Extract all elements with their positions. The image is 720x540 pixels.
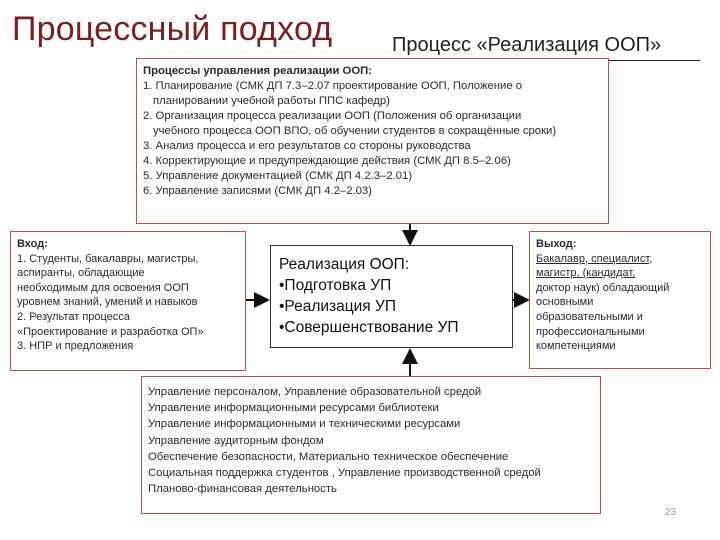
output-line: доктор наук) обладающий [536,281,670,294]
output-line: профессиональными [536,325,645,338]
resource-line: Управление аудиторным фондом [148,434,324,447]
core-process-item: •Совершенствование УП [279,319,459,336]
management-line: планировании учебной работы ППС кафедр) [153,95,390,107]
page-number: 23 [664,507,676,518]
output-line: основными [536,296,594,309]
resource-line: Обеспечение безопасности, Материально техническое обеспечение [148,450,509,463]
management-line: 6. Управление записями (СМК ДП 4.2–2.03) [143,185,372,197]
management-line: 3. Анализ процесса и его результатов со стороны руководства [143,140,471,152]
management-line: 1. Планирование (СМК ДП 7.3–2.07 проектирование ООП, Положение о [143,80,523,92]
input-line: 3. НПР и предложения [17,340,134,353]
resource-line: Планово-финансовая деятельность [148,483,337,496]
core-process-item: •Реализация УП [279,298,396,315]
output-line: Бакалавр, специалист, [536,252,653,265]
core-process-heading: Реализация ООП: [279,256,410,273]
input-heading: Вход: [17,238,48,250]
management-line: 5. Управление документацией (СМК ДП 4.2.3–2.01) [143,170,413,182]
input-box [10,231,246,371]
output-heading: Выход: [536,238,577,250]
page-title: Процессный подход [12,10,333,48]
output-line: образовательными и [536,310,643,323]
input-line: уровнем знаний, умений и навыков [17,296,198,309]
resource-line: Социальная поддержка студентов , Управление производственной средой [148,467,541,480]
support-resources-box [141,376,601,514]
resource-line: Управление информационными ресурсами библиотеки [148,402,439,415]
core-process-item: •Подготовка УП [279,277,392,294]
management-line: 4. Корректирующие и предупреждающие действия (СМК ДП 8.5–2.06) [143,155,511,167]
output-line: магистр, (кандидат, [536,267,636,280]
input-line: 2. Результат процесса [17,310,130,323]
output-line: компетенциями [536,340,616,353]
input-line: «Проектирование и разработка ОП» [17,325,204,338]
input-line: 1. Студенты, бакалавры, магистры, [17,252,199,265]
management-line: учебного процесса ООП ВПО, об обучении студентов в сокращённые сроки) [153,125,557,137]
input-line: необходимым для освоения ООП [17,281,189,294]
management-processes-box [136,58,609,224]
resource-line: Управление информационными и техническими ресурсами [148,418,461,431]
process-subtitle: Процесс «Реализация ООП» [392,34,662,56]
core-process-box [270,245,513,348]
resource-line: Управление персоналом, Управление образовательной средой [148,386,482,398]
input-line: аспиранты, обладающие [17,267,145,280]
output-box [529,231,711,369]
management-heading: Процессы управления реализации ООП: [143,65,373,77]
management-line: 2. Организация процесса реализации ООП (Положения об организации [143,110,522,122]
